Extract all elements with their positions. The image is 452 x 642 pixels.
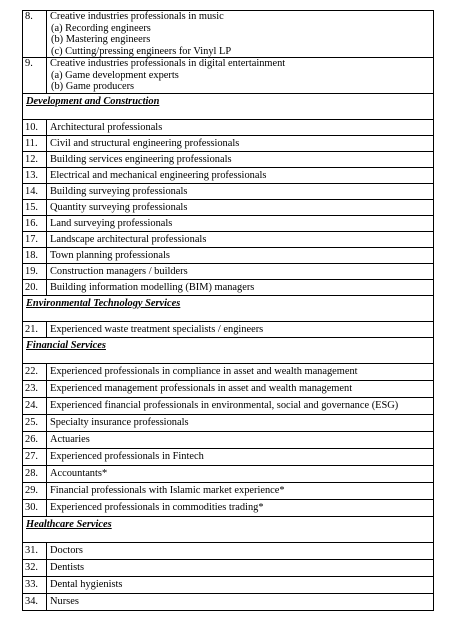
section-header-row: [23, 295, 434, 321]
table-row: [23, 593, 434, 610]
table-row: [23, 183, 434, 199]
section-header-row: [23, 93, 434, 119]
row-number: 32.: [23, 559, 47, 576]
section-header-row: [23, 516, 434, 542]
row-number: 13.: [23, 167, 47, 183]
table-row: [23, 576, 434, 593]
row-number: 14.: [23, 183, 47, 199]
table-row: [23, 279, 434, 295]
table-row: [23, 542, 434, 559]
section-heading-cell: [23, 295, 434, 321]
row-description: Experienced management professionals in asset and wealth management: [47, 380, 434, 397]
row-number: 31.: [23, 542, 47, 559]
row-description: [47, 11, 434, 58]
row-description: Architectural professionals: [47, 119, 434, 135]
row-number: 24.: [23, 397, 47, 414]
row-number: 27.: [23, 448, 47, 465]
section-heading: Environmental Technology Services: [26, 297, 181, 309]
table-row: [23, 380, 434, 397]
row-number: 15.: [23, 199, 47, 215]
table-row: [23, 482, 434, 499]
row-number: 23.: [23, 380, 47, 397]
table-row: [23, 11, 434, 58]
table-row: [23, 465, 434, 482]
row-description: Electrical and mechanical engineering professionals: [47, 167, 434, 183]
table-row: [23, 58, 434, 94]
row-number: 11.: [23, 135, 47, 151]
row-number: 26.: [23, 431, 47, 448]
row-number: 10.: [23, 119, 47, 135]
sub-item: (b) Mastering engineers: [51, 34, 151, 45]
row-title: Creative industries professionals in digital entertainment: [50, 58, 286, 69]
table-row: [23, 215, 434, 231]
row-description: Nurses: [47, 593, 434, 610]
row-description: Actuaries: [47, 431, 434, 448]
table-row: [23, 321, 434, 337]
sub-item: (c) Cutting/pressing engineers for Vinyl LP: [51, 45, 232, 57]
row-number: 29.: [23, 482, 47, 499]
row-number: 25.: [23, 414, 47, 431]
talent-list-table: [22, 10, 434, 611]
row-number: 22.: [23, 363, 47, 380]
row-description: Landscape architectural professionals: [47, 231, 434, 247]
table-row: [23, 199, 434, 215]
row-description: Experienced professionals in Fintech: [47, 448, 434, 465]
row-number: 33.: [23, 576, 47, 593]
row-description: Experienced professionals in commodities trading*: [47, 499, 434, 516]
table-row: [23, 167, 434, 183]
row-number: 20.: [23, 279, 47, 295]
table-row: [23, 151, 434, 167]
row-number: 16.: [23, 215, 47, 231]
row-number: 8.: [23, 11, 47, 58]
row-number: 19.: [23, 263, 47, 279]
row-number: 21.: [23, 321, 47, 337]
sub-item: (a) Recording engineers: [51, 22, 151, 34]
row-description: Dental hygienists: [47, 576, 434, 593]
table-row: [23, 499, 434, 516]
section-heading-cell: [23, 93, 434, 119]
row-description: Building services engineering professionals: [47, 151, 434, 167]
row-number: 9.: [23, 58, 47, 94]
row-description: Civil and structural engineering professionals: [47, 135, 434, 151]
row-description: Dentists: [47, 559, 434, 576]
section-heading: Development and Construction: [26, 95, 160, 107]
row-title: Creative industries professionals in music: [50, 11, 224, 22]
row-description: Doctors: [47, 542, 434, 559]
document-page: [22, 10, 434, 611]
row-number: 30.: [23, 499, 47, 516]
table-row: [23, 448, 434, 465]
table-row: [23, 397, 434, 414]
row-description: Building surveying professionals: [47, 183, 434, 199]
table-row: [23, 431, 434, 448]
row-number: 28.: [23, 465, 47, 482]
table-row: [23, 135, 434, 151]
table-row: [23, 363, 434, 380]
table-row: [23, 263, 434, 279]
table-row: [23, 231, 434, 247]
section-header-row: [23, 337, 434, 363]
row-number: 12.: [23, 151, 47, 167]
section-heading: Financial Services: [26, 339, 106, 351]
row-description: Experienced professionals in compliance in asset and wealth management: [47, 363, 434, 380]
row-number: 34.: [23, 593, 47, 610]
row-description: Quantity surveying professionals: [47, 199, 434, 215]
table-row: [23, 119, 434, 135]
row-description: Land surveying professionals: [47, 215, 434, 231]
section-heading-cell: [23, 516, 434, 542]
sub-item: (a) Game development experts: [51, 69, 179, 81]
section-heading-cell: [23, 337, 434, 363]
table-row: [23, 414, 434, 431]
row-description: [47, 58, 434, 94]
section-heading: Healthcare Services: [26, 518, 112, 530]
row-description: Experienced waste treatment specialists / engineers: [47, 321, 434, 337]
row-description: Financial professionals with Islamic market experience*: [47, 482, 434, 499]
row-description: Accountants*: [47, 465, 434, 482]
row-description: Experienced financial professionals in environmental, social and governance (ESG): [47, 397, 434, 414]
row-number: 18.: [23, 247, 47, 263]
sub-item: (b) Game producers: [51, 81, 135, 92]
row-description: Specialty insurance professionals: [47, 414, 434, 431]
row-description: Construction managers / builders: [47, 263, 434, 279]
row-description: Town planning professionals: [47, 247, 434, 263]
table-row: [23, 247, 434, 263]
table-row: [23, 559, 434, 576]
row-number: 17.: [23, 231, 47, 247]
row-description: Building information modelling (BIM) managers: [47, 279, 434, 295]
